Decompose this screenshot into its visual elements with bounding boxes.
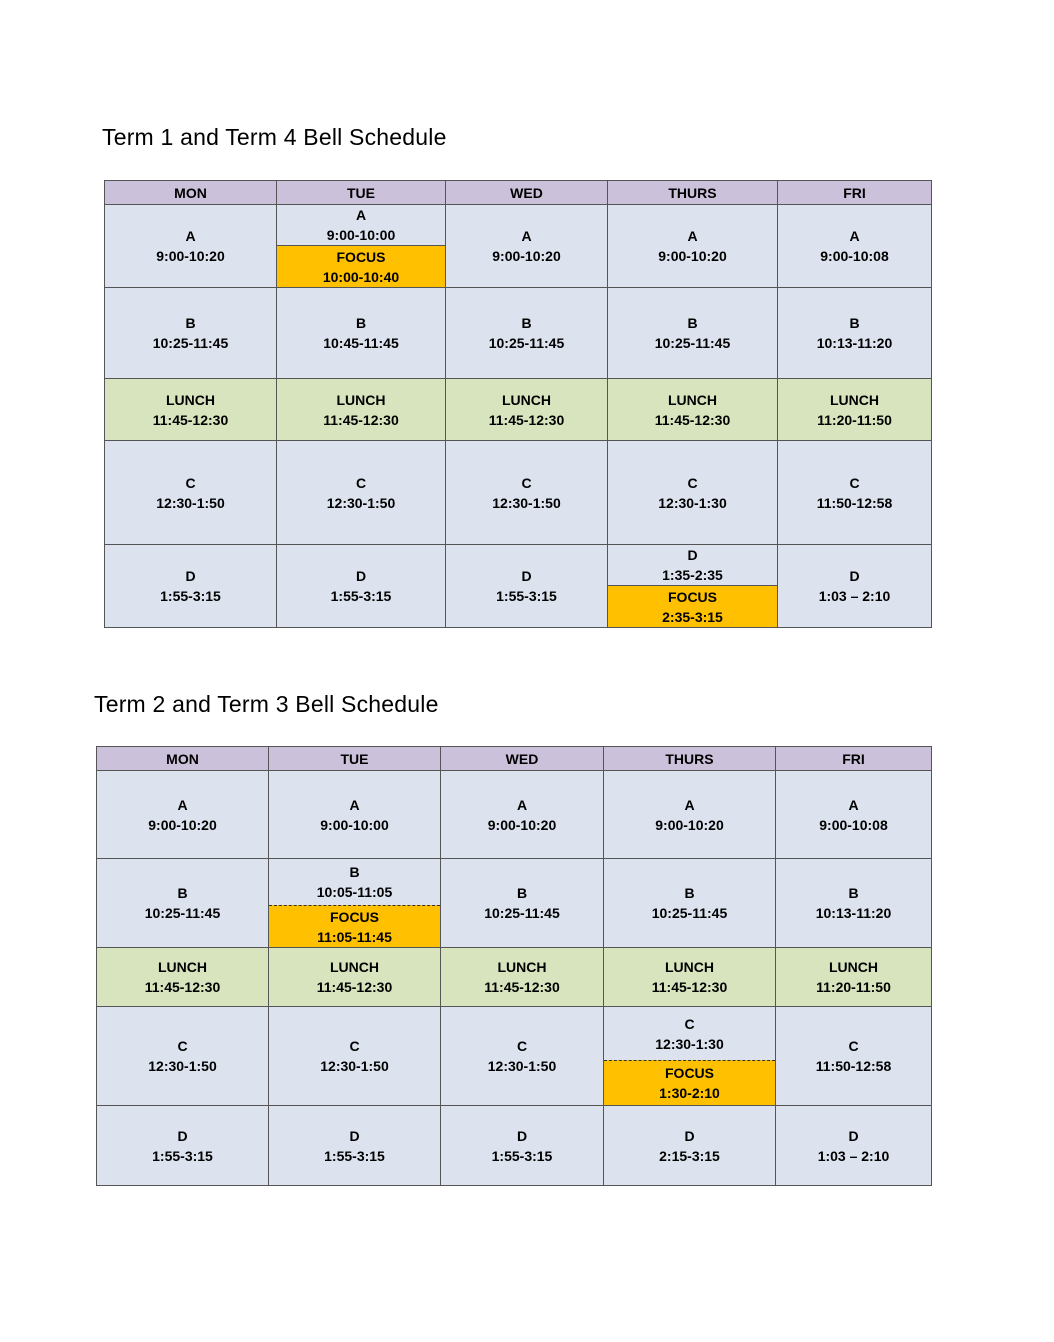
focus-label: FOCUS <box>336 248 386 265</box>
period-time: 1:55-3:15 <box>160 588 221 604</box>
period-time: 9:00-10:08 <box>820 248 889 264</box>
period-cell-with-focus-tue <box>269 859 441 948</box>
period-block <box>269 859 440 905</box>
period-time: 1:03 – 2:10 <box>817 1147 890 1164</box>
period-time: 10:13-11:20 <box>815 905 892 921</box>
period-time: 9:00-10:08 <box>819 816 888 833</box>
period-label: C <box>849 474 860 491</box>
day-header-fri: FRI <box>776 747 932 771</box>
lunch-label: LUNCH <box>158 959 207 975</box>
period-label: C <box>848 1038 859 1054</box>
day-header-wed: WED <box>441 747 604 771</box>
period-cell-wed <box>446 545 608 628</box>
period-block <box>277 205 445 245</box>
period-cell-wed <box>441 859 604 948</box>
period-time: 9:00-10:20 <box>655 816 724 833</box>
period-cell-with-focus-thurs <box>604 1007 776 1106</box>
period-time: 12:30-1:30 <box>658 494 727 511</box>
period-time: 1:55-3:15 <box>152 1147 213 1164</box>
period-row <box>97 948 932 1007</box>
period-cell-fri <box>778 545 932 628</box>
focus-label: FOCUS <box>330 908 379 925</box>
period-cell-tue <box>269 771 441 859</box>
period-label: A <box>849 228 860 244</box>
period-time: 1:55-3:15 <box>330 588 392 604</box>
period-label: D <box>355 568 367 584</box>
period-label: B <box>355 315 367 331</box>
term1-title: Term 1 and Term 4 Bell Schedule <box>102 124 447 150</box>
period-label: D <box>177 1127 188 1144</box>
lunch-cell-wed <box>441 948 604 1007</box>
period-cell-mon <box>105 441 277 545</box>
term2-schedule-table <box>96 746 932 1186</box>
period-time: 12:30-1:50 <box>148 1058 217 1074</box>
period-label: B <box>185 315 196 331</box>
period-label: D <box>185 568 196 584</box>
lunch-label: LUNCH <box>336 391 386 408</box>
lunch-cell-mon <box>105 379 277 441</box>
lunch-time: 11:20-11:50 <box>817 411 892 428</box>
period-label: A <box>185 228 196 244</box>
period-cell-with-focus-tue <box>277 205 446 288</box>
period-label: B <box>516 885 528 901</box>
period-label: C <box>185 474 196 491</box>
period-time: 12:30-1:50 <box>492 494 561 511</box>
lunch-label: LUNCH <box>166 391 215 408</box>
period-label: B <box>687 315 698 331</box>
focus-time: 10:00-10:40 <box>322 268 400 285</box>
lunch-time: 11:45-12:30 <box>152 411 229 428</box>
period-label: A <box>521 228 532 244</box>
period-time: 9:00-10:20 <box>156 248 225 264</box>
period-label: D <box>349 1127 360 1144</box>
period-time: 10:25-11:45 <box>484 905 560 921</box>
period-time: 10:25-11:45 <box>488 335 565 351</box>
lunch-label: LUNCH <box>668 391 717 408</box>
focus-time: 11:05-11:45 <box>317 928 392 945</box>
period-block <box>608 545 777 585</box>
period-time: 10:25-11:45 <box>651 905 728 921</box>
period-cell-tue <box>277 288 446 379</box>
period-time: 1:55-3:15 <box>496 588 557 604</box>
period-label: B <box>849 315 860 331</box>
period-cell-fri <box>776 771 932 859</box>
period-label: B <box>177 885 188 901</box>
period-cell-mon <box>105 288 277 379</box>
focus-block <box>604 1060 775 1105</box>
day-header-wed: WED <box>446 181 608 205</box>
period-label: C <box>687 474 698 491</box>
period-cell-thurs <box>604 859 776 948</box>
period-row <box>105 288 932 379</box>
period-label: A <box>355 207 367 223</box>
period-time: 10:25-11:45 <box>152 335 229 351</box>
header-row <box>105 181 932 205</box>
period-label: A <box>516 796 528 813</box>
period-time: 10:05-11:05 <box>316 884 393 900</box>
lunch-label: LUNCH <box>502 391 551 408</box>
lunch-label: LUNCH <box>330 959 379 975</box>
period-block <box>604 1007 775 1060</box>
period-label: A <box>687 228 698 244</box>
period-cell-tue <box>277 545 446 628</box>
period-cell-tue <box>269 1007 441 1106</box>
period-time: 9:00-10:00 <box>326 227 396 243</box>
focus-block <box>269 905 440 947</box>
period-row <box>97 1106 932 1186</box>
period-label: D <box>516 1127 528 1144</box>
period-cell-wed <box>446 288 608 379</box>
lunch-time: 11:45-12:30 <box>316 979 393 995</box>
lunch-label: LUNCH <box>497 959 547 975</box>
lunch-time: 11:20-11:50 <box>816 979 891 995</box>
period-label: C <box>516 1038 528 1054</box>
day-header-mon: MON <box>97 747 269 771</box>
period-cell-with-focus-thurs <box>608 545 778 628</box>
day-header-tue: TUE <box>269 747 441 771</box>
lunch-cell-thurs <box>608 379 778 441</box>
period-time: 12:30-1:30 <box>655 1035 724 1052</box>
period-time: 10:45-11:45 <box>323 335 399 351</box>
period-cell-thurs <box>604 771 776 859</box>
period-label: B <box>521 315 532 331</box>
period-cell-fri <box>776 859 932 948</box>
period-time: 10:25-11:45 <box>144 905 221 921</box>
period-cell-mon <box>97 1007 269 1106</box>
period-row <box>97 1007 932 1106</box>
period-row <box>97 771 932 859</box>
period-time: 12:30-1:50 <box>156 494 225 511</box>
period-time: 9:00-10:20 <box>487 816 557 833</box>
day-header-thurs: THURS <box>608 181 778 205</box>
period-time: 10:13-11:20 <box>816 335 893 351</box>
period-label: C <box>521 474 532 491</box>
period-row <box>105 545 932 628</box>
period-label: A <box>177 796 188 813</box>
period-row <box>105 441 932 545</box>
period-row <box>97 859 932 948</box>
term2-title: Term 2 and Term 3 Bell Schedule <box>94 691 439 717</box>
period-time: 12:30-1:50 <box>326 494 396 511</box>
period-cell-wed <box>446 205 608 288</box>
lunch-cell-tue <box>269 948 441 1007</box>
period-label: B <box>848 885 859 901</box>
lunch-cell-thurs <box>604 948 776 1007</box>
term1-schedule-table <box>104 180 932 628</box>
focus-label: FOCUS <box>665 1065 714 1081</box>
period-time: 9:00-10:20 <box>492 248 561 264</box>
lunch-time: 11:45-12:30 <box>323 411 399 428</box>
focus-label: FOCUS <box>668 588 717 605</box>
period-cell-fri <box>778 205 932 288</box>
period-cell-fri <box>776 1106 932 1186</box>
period-time: 1:03 – 2:10 <box>818 588 891 604</box>
period-cell-tue <box>269 1106 441 1186</box>
period-time: 1:55-3:15 <box>324 1147 385 1164</box>
period-time: 9:00-10:20 <box>658 248 727 264</box>
lunch-time: 11:45-12:30 <box>484 979 560 995</box>
lunch-cell-mon <box>97 948 269 1007</box>
period-label: B <box>349 864 360 880</box>
period-time: 2:15-3:15 <box>659 1147 720 1164</box>
period-time: 11:50-12:58 <box>815 1058 892 1074</box>
period-cell-thurs <box>608 205 778 288</box>
period-row <box>105 379 932 441</box>
period-cell-mon <box>97 771 269 859</box>
period-label: B <box>684 885 695 901</box>
period-cell-mon <box>105 205 277 288</box>
focus-time: 2:35-3:15 <box>662 608 723 625</box>
period-cell-fri <box>778 441 932 545</box>
period-cell-thurs <box>604 1106 776 1186</box>
day-header-thurs: THURS <box>604 747 776 771</box>
period-cell-mon <box>105 545 277 628</box>
lunch-cell-fri <box>776 948 932 1007</box>
period-time: 1:35-2:35 <box>662 567 723 583</box>
lunch-label: LUNCH <box>665 959 714 975</box>
period-label: A <box>349 796 360 813</box>
period-cell-tue <box>277 441 446 545</box>
period-time: 1:55-3:15 <box>491 1147 553 1164</box>
period-cell-fri <box>776 1007 932 1106</box>
period-label: C <box>355 474 367 491</box>
period-cell-wed <box>441 771 604 859</box>
period-cell-wed <box>441 1106 604 1186</box>
period-cell-wed <box>441 1007 604 1106</box>
period-label: A <box>684 796 695 813</box>
period-time: 12:30-1:50 <box>320 1058 389 1074</box>
day-header-fri: FRI <box>778 181 932 205</box>
focus-time: 1:30-2:10 <box>659 1085 720 1101</box>
lunch-time: 11:45-12:30 <box>144 979 221 995</box>
lunch-cell-fri <box>778 379 932 441</box>
period-cell-fri <box>778 288 932 379</box>
period-time: 10:25-11:45 <box>654 335 731 351</box>
period-time: 9:00-10:00 <box>320 816 389 833</box>
period-cell-thurs <box>608 288 778 379</box>
period-time: 9:00-10:20 <box>148 816 217 833</box>
period-label: D <box>684 1127 695 1144</box>
focus-block <box>608 585 777 627</box>
day-header-tue: TUE <box>277 181 446 205</box>
period-row <box>105 205 932 288</box>
period-label: C <box>349 1038 360 1054</box>
period-label: D <box>521 568 532 584</box>
lunch-time: 11:45-12:30 <box>654 411 731 428</box>
period-label: D <box>687 547 698 563</box>
lunch-cell-wed <box>446 379 608 441</box>
lunch-time: 11:45-12:30 <box>651 979 728 995</box>
lunch-label: LUNCH <box>830 391 879 408</box>
day-header-mon: MON <box>105 181 277 205</box>
focus-block <box>277 245 445 287</box>
period-label: A <box>848 796 859 813</box>
period-time: 11:50-12:58 <box>816 494 893 511</box>
period-time: 12:30-1:50 <box>487 1058 557 1074</box>
period-cell-mon <box>97 1106 269 1186</box>
period-label: D <box>848 1127 859 1144</box>
lunch-cell-tue <box>277 379 446 441</box>
period-label: C <box>684 1015 695 1032</box>
period-label: C <box>177 1038 188 1054</box>
lunch-label: LUNCH <box>829 959 878 975</box>
period-label: D <box>849 568 860 584</box>
period-cell-mon <box>97 859 269 948</box>
period-cell-wed <box>446 441 608 545</box>
lunch-time: 11:45-12:30 <box>488 411 565 428</box>
period-cell-thurs <box>608 441 778 545</box>
header-row <box>97 747 932 771</box>
